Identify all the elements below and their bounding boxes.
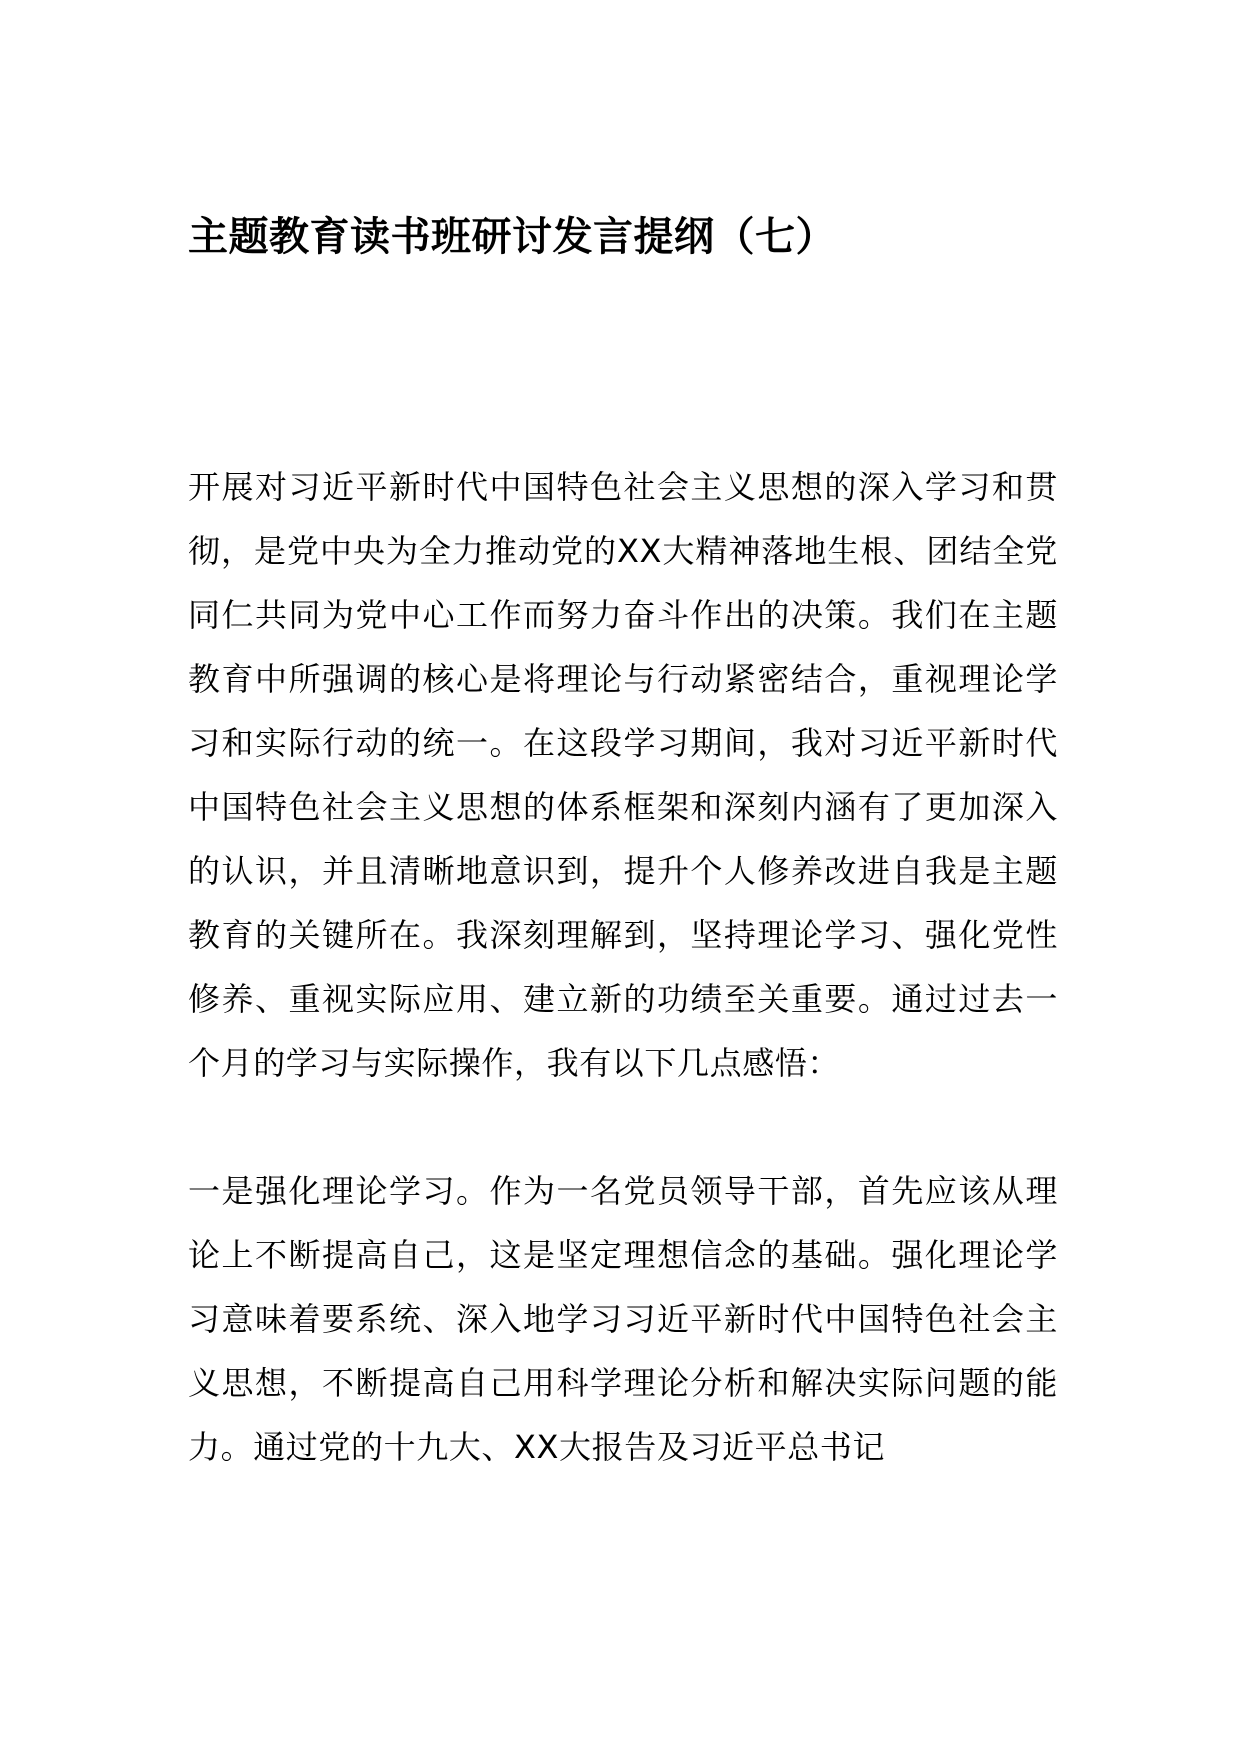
paragraph-point-one: 一是强化理论学习。作为一名党员领导干部，首先应该从理论上不断提高自己，这是坚定理想信念的基础。强化理论学习意味着要系统、深入地学习习近平新时代中国特色社会主义思想，不断提高自己用科学理论分析和解决实际问题的能力。通过党的十九大、XX大报告及习近平总书记 — [188, 1172, 1058, 1466]
paragraph-intro: 开展对习近平新时代中国特色社会主义思想的深入学习和贯彻，是党中央为全力推动党的XX大精神落地生根、团结全党同仁共同为党中心工作而努力奋斗作出的决策。我们在主题教育中所强调的核心是将理论与行动紧密结合，重视理论学习和实际行动的统一。在这段学习期间，我对习近平新时代中国特色社会主义思想的体系框架和深刻内涵有了更加深入的认识，并且清晰地意识到，提升个人修养改进自我是主题教育的关键所在。我深刻理解到，坚持理论学习、强化党性修养、重视实际应用、建立新的功绩至关重要。通过过去一个月的学习与实际操作，我有以下几点感悟： — [188, 468, 1058, 1082]
document-body — [188, 455, 1058, 1479]
document-title: 主题教育读书班研讨发言提纲（七） — [188, 214, 836, 260]
